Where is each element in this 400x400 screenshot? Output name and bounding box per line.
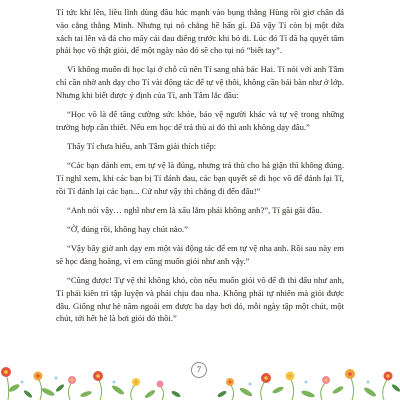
paragraph-5: “Các bạn đánh em, em tự vệ là đúng, nhưng trả thù cho hả giận thì không đúng. Tí nghĩ xem, khi các bạn bị Tí đánh đau, các bạn quyết sẽ đi học võ để đánh lại Tí, rồi Tí đánh lại các bạn... Cứ như vậy thì chẳng đi đến đâu!” bbox=[56, 160, 344, 196]
paragraph-7: “Ờ, đúng rồi, không hay chút nào.” bbox=[67, 223, 189, 234]
paragraph-8: “Vậy bây giờ anh dạy em một vài động tác để em tự vệ nha anh. Rồi sau này em sẽ học đàng hoàng, vì em cũng muốn giỏi như anh vậy.” bbox=[56, 243, 344, 266]
paragraph-4: Thấy Tí chưa hiểu, anh Tâm giải thích tiếp: bbox=[67, 141, 217, 152]
page-number: 7 bbox=[191, 362, 207, 378]
story-text bbox=[56, 6, 344, 331]
paragraph-9: “Cũng được! Tự vệ thì không khó, còn nếu muốn giỏi võ để đi thi đấu như anh, Tí phải kiên trì tập luyện và phải chịu đau nha. Không phải tự nhiên mà giỏi được đâu. Giống như hè năm ngoái em được ba dạy bơi đó, mỗi ngày tập một chút, một chút, tới hết hè là bơi giỏi đó thôi.” bbox=[56, 274, 344, 324]
paragraph-1: Tí tức khí lên, liều lĩnh dùng đầu húc mạnh vào bụng thằng Hùng rồi giơ chân đá vào cẳng thằng Minh. Nhưng tụi nó chẳng hề hấn gì. Đã vậy Tí còn bị một đứa xách tai lên và đá cho mấy cái đau điếng trước khi bỏ đi. Lúc đó Tí đã hạ quyết tâm phải học võ thật giỏi, để một ngày nào đó sẽ cho tụi nó “biết tay”. bbox=[56, 7, 344, 56]
paragraph-2: Vì không muốn đi học lại ở chỗ cũ nên Tí sang nhà bác Hai. Tí nói với anh Tâm chỉ cần nhờ anh dạy cho Tí vài động tác để tự vệ thôi, không cần bái bàn như ở lớp. Nhưng khi biết được ý định của Tí, anh Tâm lắc đầu: bbox=[56, 64, 344, 101]
paragraph-6: “Anh nói vậy… nghĩ như em là xấu lắm phải không anh?”, Tí gãi gãi đầu. bbox=[67, 204, 322, 215]
paragraph-3: “Học võ là để tăng cường sức khỏe, bảo vệ người khác và tự vệ trong những trường hợp cần thiết. Nếu em học để trả thù ai đó thì anh không dạy đâu.” bbox=[56, 109, 344, 132]
